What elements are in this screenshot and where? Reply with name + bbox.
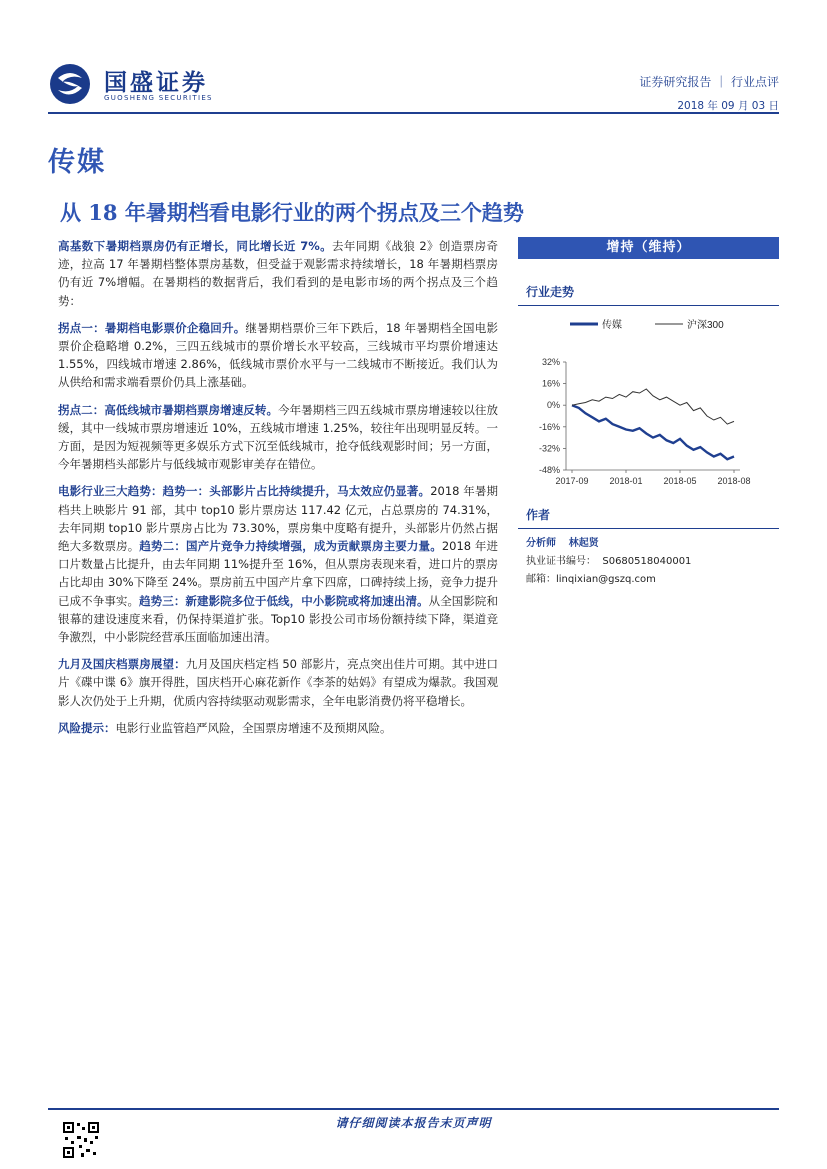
license-row bbox=[526, 553, 781, 571]
qr-code-icon bbox=[62, 1121, 100, 1159]
paragraph bbox=[58, 237, 498, 310]
license-number: S0680518040001 bbox=[602, 556, 692, 567]
paragraph bbox=[58, 655, 498, 710]
company-name: 国盛证券 bbox=[104, 69, 208, 96]
paragraph-lead: 九月及国庆档票房展望： bbox=[58, 657, 186, 672]
paragraph bbox=[58, 482, 498, 646]
company-logo bbox=[48, 62, 268, 106]
rating-badge: 增持（维持） bbox=[518, 237, 779, 259]
report-type: 证券研究报告 ｜ 行业点评 bbox=[639, 75, 779, 89]
analyst-label: 分析师 bbox=[526, 538, 556, 549]
industry-label: 传媒 bbox=[48, 147, 106, 178]
paragraph-body: 去年同期《战狼 2》创造票房奇迹，拉高 17 年暑期档整体票房基数，但受益于观影需求持续增长，18 年暑期档票房仍有近 7%增幅。在暑期档的数据背后，我们看到的是电影市场的两个拐点及三个趋势： bbox=[58, 239, 498, 308]
legend-label: 传媒 bbox=[602, 320, 622, 331]
email-row bbox=[526, 571, 781, 589]
y-tick-label: 32% bbox=[541, 357, 560, 367]
sidebar bbox=[518, 237, 779, 490]
header-divider bbox=[48, 112, 779, 114]
report-date: 2018 年 09 月 03 日 bbox=[677, 100, 779, 112]
logo-icon bbox=[48, 62, 96, 106]
paragraph-body: 从全国影院和银幕的建设速度来看，仍保持渠道扩张。Top10 影投公司市场份额持续下降，渠道竞争激烈，中小影院经营承压面临加速出清。 bbox=[58, 593, 499, 645]
y-tick-label: -16% bbox=[538, 421, 560, 432]
paragraph-lead: 高基数下暑期档票房仍有正增长，同比增长近 7%。 bbox=[58, 239, 333, 253]
paragraph-lead: 趋势三：新建影院多位于低线，中小影院或将加速出清。 bbox=[139, 593, 429, 608]
license-label: 执业证书编号： bbox=[526, 556, 596, 567]
paragraph-lead: 风险提示： bbox=[58, 720, 116, 735]
paragraph-lead: 趋势二：国产片竞争力持续增强，成为贡献票房主要力量。 bbox=[139, 539, 442, 554]
x-tick-label: 2017-09 bbox=[555, 476, 589, 486]
x-tick-label: 2018-08 bbox=[717, 476, 751, 486]
paragraph-body: 继暑期档票价三年下跌后，18 年暑期档全国电影票价企稳略增 0.2%，三四五线城市的票价增长水平较高，三线城市平均票价增速达 1.55%，四线城市增速 2.86%，低线城市票价水平与一二线城市不断接近。我们认为从供给和需求端看票价仍具上涨基础。 bbox=[58, 320, 498, 390]
footer-divider bbox=[48, 1108, 779, 1110]
analyst-row bbox=[526, 535, 781, 553]
paragraph-lead: 拐点一：暑期档电影票价企稳回升。 bbox=[58, 320, 246, 335]
company-name-en: GUOSHENG SECURITIES bbox=[104, 94, 213, 102]
email-address[interactable]: linqixian@gszq.com bbox=[556, 574, 656, 585]
y-tick-label: 0% bbox=[546, 400, 560, 411]
y-tick-label: 16% bbox=[541, 378, 560, 389]
paragraph-body: 2018 年暑期档共上映影片 91 部，其中 top10 影片票房达 117.42 亿元，占总票房的 74.31%，去年同期 top10 影片票房占比为 73.30%，票房集中度略有提升，头部影片仍然占据绝大多数票房。 bbox=[58, 484, 499, 554]
trend-chart-svg bbox=[518, 310, 779, 490]
paragraph bbox=[58, 319, 498, 392]
trend-chart bbox=[518, 310, 779, 490]
x-tick-label: 2018-01 bbox=[609, 476, 643, 486]
paragraph-body: 今年暑期档三四五线城市票房增速较以往放缓，其中一线城市票房增速近 10%，五线城市增速 1.25%，较往年出现明显反转。一方面，是因为短视频等更多娱乐方式下沉至低线城市，抢夺低线观影时间；另一方面，今年暑期档头部影片与低线城市观影审美存在错位。 bbox=[58, 402, 499, 472]
email-label: 邮箱： bbox=[526, 574, 556, 585]
y-tick-label: -32% bbox=[538, 443, 560, 454]
paragraph-lead: 电影行业三大趋势：趋势一：头部影片占比持续提升，马太效应仍显著。 bbox=[58, 484, 431, 499]
trend-heading: 行业走势 bbox=[518, 279, 779, 306]
legend-label: 沪深300 bbox=[687, 320, 724, 331]
y-tick-label: -48% bbox=[538, 465, 560, 475]
paragraph-body: 九月及国庆档定档 50 部影片，亮点突出佳片可期。其中进口片《碟中谍 6》旗开得胜，国庆档开心麻花新作《李茶的姑妈》有望成为爆款。我国观影人次仍处于上升期，优质内容持续驱动观影需求，全年电影消费仍将平稳增长。 bbox=[58, 657, 498, 708]
footer-disclaimer: 请仔细阅读本报告末页声明 bbox=[335, 1116, 492, 1130]
main-content bbox=[58, 237, 498, 746]
page-header bbox=[0, 0, 827, 110]
analyst-name: 林起贤 bbox=[568, 538, 599, 549]
paragraph-body: 电影行业监管趋严风险，全国票房增速不及预期风险。 bbox=[115, 720, 392, 735]
paragraph-lead: 拐点二：高低线城市暑期档票房增速反转。 bbox=[58, 402, 279, 417]
paragraph-body: 2018 年进口片数量占比提升，由去年同期 11%提升至 16%，但从票房表现来看，进口片的票房占比却由 30%下降至 24%。票房前五中国产片拿下四席，口碑持续上扬，竞争力提升已成不争事实。 bbox=[58, 539, 499, 608]
series-line-media bbox=[572, 405, 734, 459]
x-tick-label: 2018-05 bbox=[663, 476, 697, 486]
report-title: 从 18 年暑期档看电影行业的两个拐点及三个趋势 bbox=[60, 200, 524, 225]
paragraph bbox=[58, 719, 498, 737]
author-heading: 作者 bbox=[518, 506, 779, 529]
paragraph bbox=[58, 401, 498, 474]
author-info bbox=[526, 535, 781, 589]
